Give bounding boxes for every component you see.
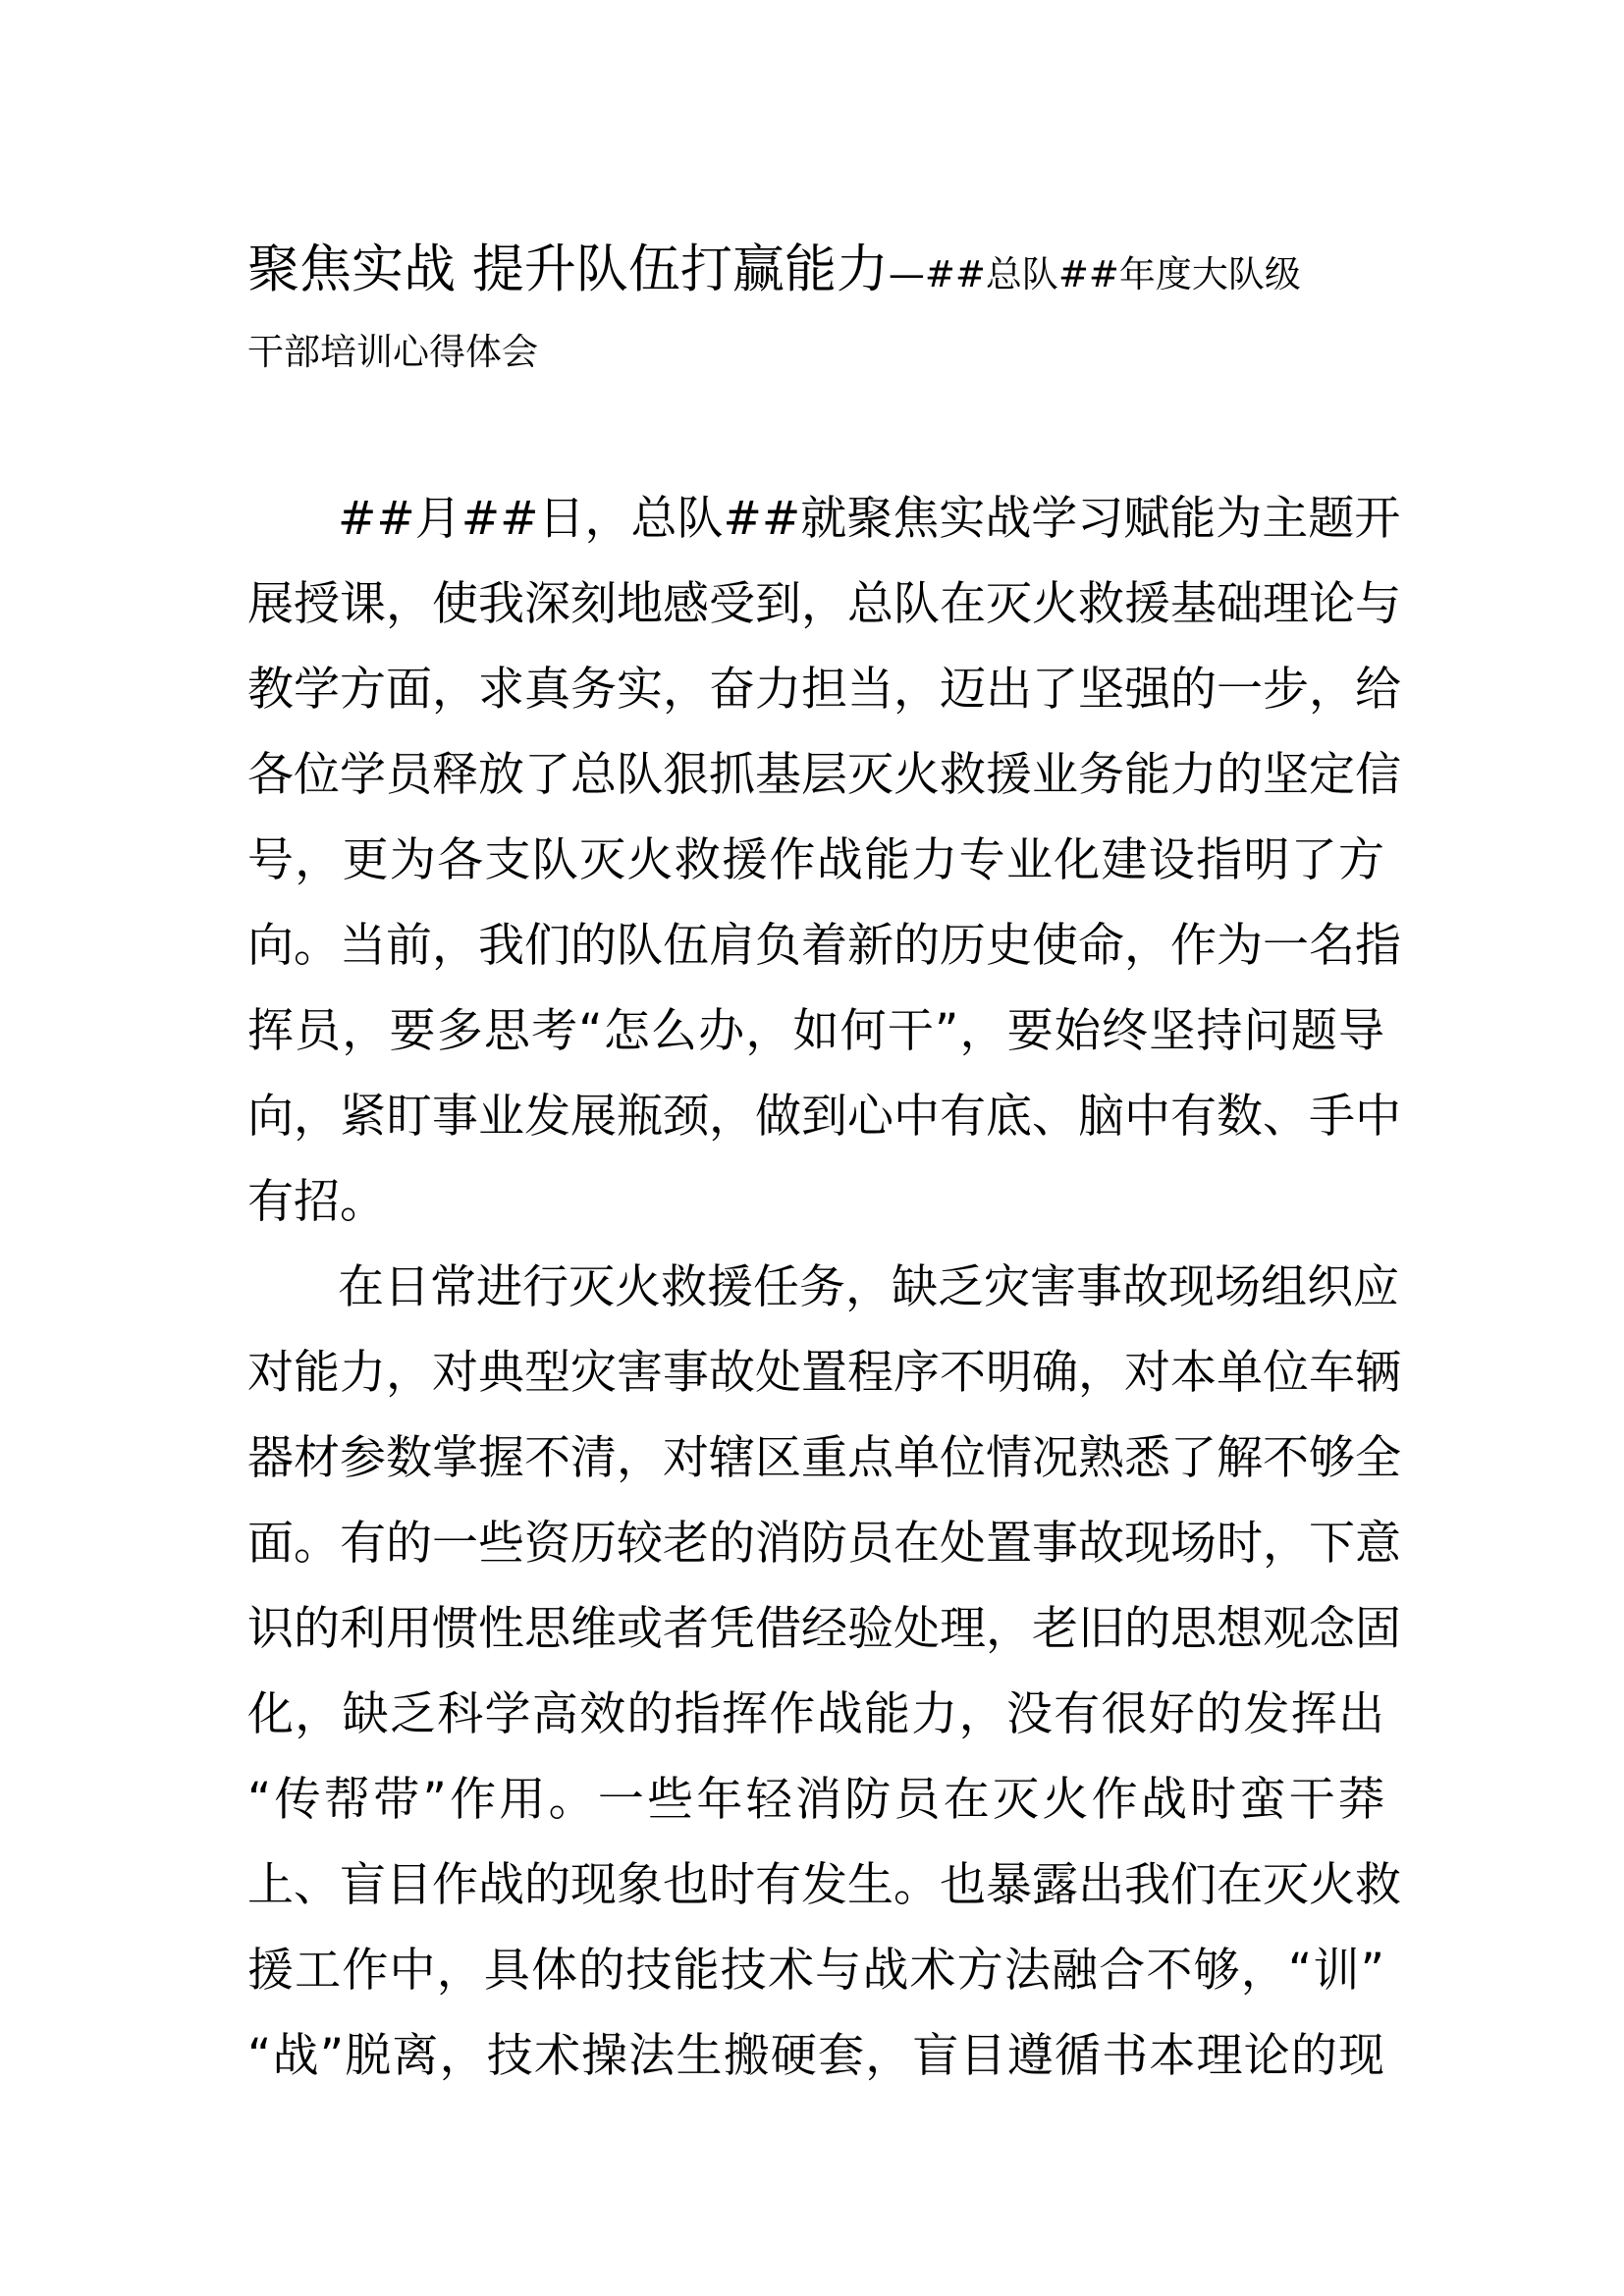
paragraph-line: ##月##日，总队##就聚焦实战学习赋能为主题开	[338, 492, 1401, 546]
document-body	[247, 476, 1401, 2099]
paragraph-line: 各位学员释放了总队狠抓基层灭火救援业务能力的坚定信	[247, 748, 1401, 802]
paragraph-line: “传帮带”作用。一些年轻消防员在灭火作战时蛮干莽	[247, 1773, 1384, 1827]
paragraph-line: 上、盲目作战的现象也时有发生。也暴露出我们在灭火救	[247, 1858, 1401, 1912]
paragraph-line: 号，更为各支队灭火救援作战能力专业化建设指明了方	[247, 833, 1384, 887]
paragraph-line: 挥员，要多思考“怎么办，如何干”，要始终坚持问题导	[247, 1004, 1384, 1058]
paragraph-line: 向，紧盯事业发展瓶颈，做到心中有底、脑中有数、手中	[247, 1090, 1401, 1144]
paragraph-line: “战”脱离，技术操法生搬硬套，盲目遵循书本理论的现	[247, 2029, 1384, 2083]
paragraph-line: 对能力，对典型灾害事故处置程序不明确，对本单位车辆	[247, 1346, 1401, 1400]
paragraph-line: 面。有的一些资历较老的消防员在处置事故现场时，下意	[247, 1517, 1401, 1571]
paragraph-line: 器材参数掌握不清，对辖区重点单位情况熟悉了解不够全	[247, 1431, 1401, 1485]
document-title	[247, 228, 1396, 302]
paragraph-line: 展授课，使我深刻地感受到，总队在灭火救援基础理论与	[247, 577, 1401, 631]
title-subtitle: —##总队##年度大队级	[888, 253, 1301, 295]
paragraph-line: 有招。	[247, 1175, 386, 1229]
paragraph-line: 援工作中，具体的技能技术与战术方法融合不够，“训”	[247, 1944, 1384, 1998]
paragraph-line: 在日常进行灭火救援任务，缺乏灾害事故现场组织应	[338, 1260, 1399, 1314]
paragraph-line: 化，缺乏科学高效的指挥作战能力，没有很好的发挥出	[247, 1687, 1384, 1741]
paragraph-line: 识的利用惯性思维或者凭借经验处理，老旧的思想观念固	[247, 1602, 1401, 1656]
title-subtitle-continued: 干部培训心得体会	[247, 331, 538, 373]
paragraph-line: 教学方面，求真务实，奋力担当，迈出了坚强的一步，给	[247, 663, 1401, 717]
title-main: 聚焦实战 提升队伍打赢能力	[247, 240, 889, 299]
paragraph-line: 向。当前，我们的队伍肩负着新的历史使命，作为一名指	[247, 919, 1401, 973]
